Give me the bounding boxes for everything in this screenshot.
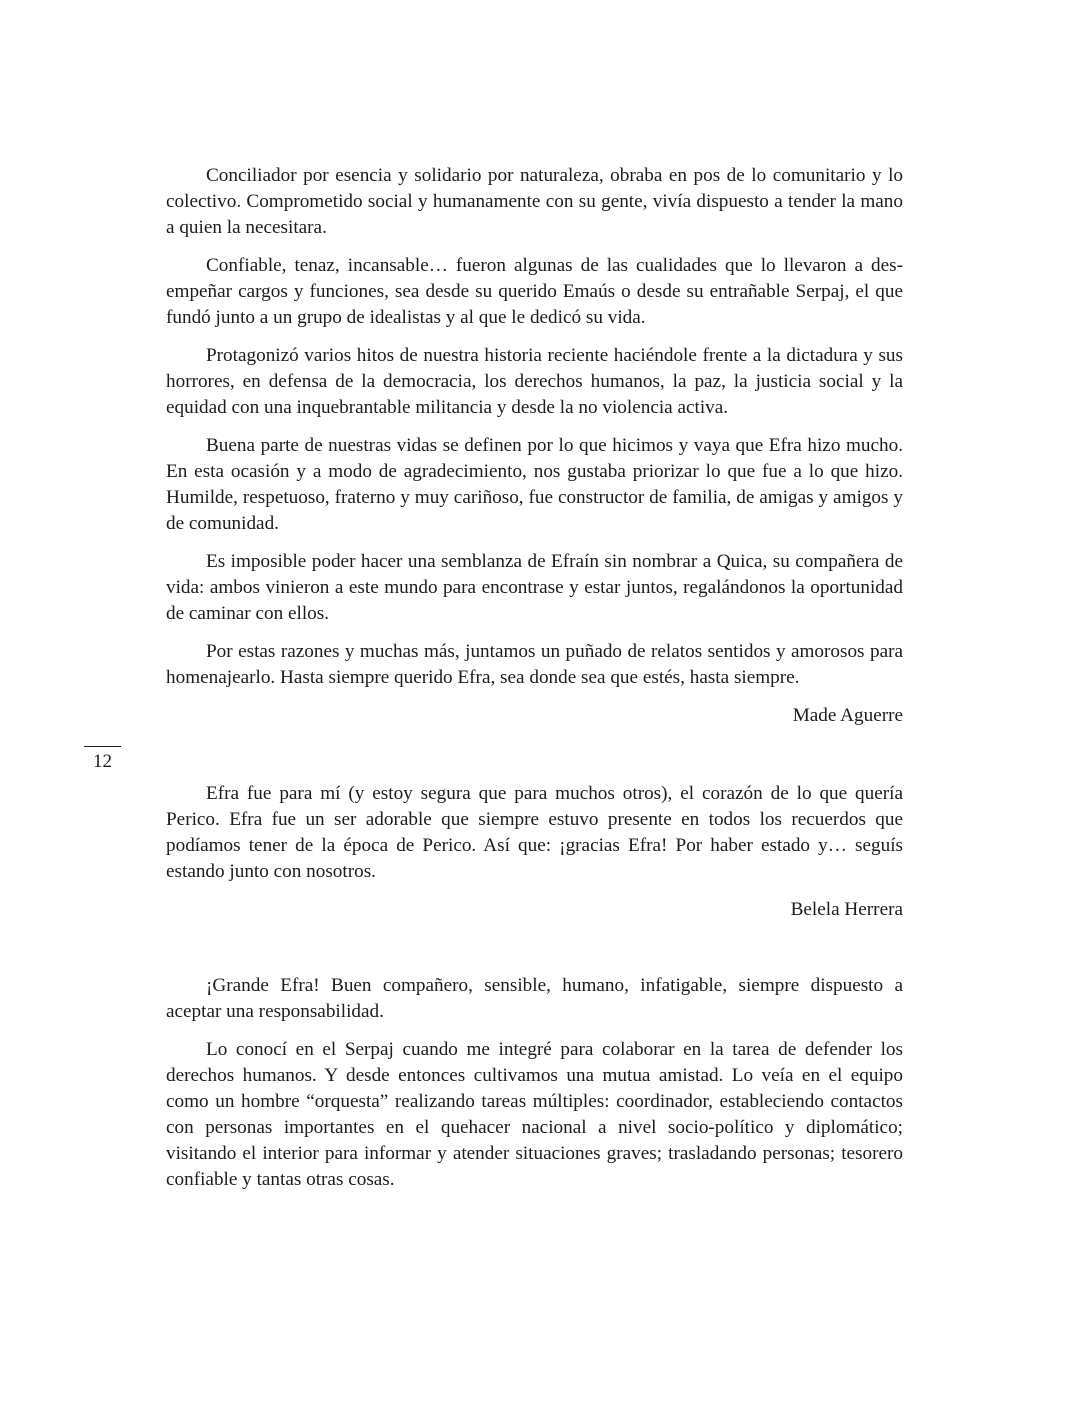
author-signature: Made Aguerre: [792, 705, 903, 726]
paragraph: Protagonizó varios hitos de nuestra historia reciente haciéndole frente a la dictadura y sus horrores, en defensa de la democracia, los derechos humanos, la paz, la justicia social y la equidad con una inquebrantable militancia y desde la no violencia activa.: [166, 345, 903, 418]
paragraph: Buena parte de nuestras vidas se definen por lo que hicimos y vaya que Efra hizo mucho. En esta ocasión y a modo de agradecimiento, nos gustaba priorizar lo que fue a lo que hizo. Humilde, respetuoso, fraterno y muy cariñoso, fue constructor de familia, de amigas y amigos y de comunidad.: [166, 435, 903, 534]
tribute-section-2: [166, 781, 903, 935]
paragraph: Efra fue para mí (y estoy segura que para muchos otros), el corazón de lo que quería Perico. Efra fue un ser adorable que siempre estuvo presente en todos los recuerdos que podíamos tener de la época de Perico. Así que: ¡gracias Efra! Por haber estado y… seguís estando junto con nosotros.: [166, 783, 903, 882]
paragraph: Lo conocí en el Serpaj cuando me integré para colaborar en la tarea de defender los derechos humanos. Y desde entonces cultivamos una mutua amistad. Lo veía en el equipo como un hombre “orquesta” realizando tareas múltiples: coordinador, estableciendo contactos con personas importantes en el quehacer nacional a nivel socio-político y diplomático; visitando el interior para informar y atender situaciones graves; trasladando personas; tesorero confiable y tantas otras cosas.: [166, 1039, 903, 1190]
paragraph: Confiable, tenaz, incansable… fueron algunas de las cualidades que lo llevaron a desempeñar cargos y funciones, sea desde su querido Emaús o desde su entrañable Serpaj, el que fundó junto a un grupo de idealistas y al que le dedicó su vida.: [166, 255, 903, 328]
page-number: 12: [84, 746, 121, 773]
paragraph: Conciliador por esencia y solidario por naturaleza, obraba en pos de lo comunitario y lo colectivo. Comprometido social y humanamente con su gente, vivía dispuesto a tender la mano a quien la necesitara.: [166, 165, 903, 238]
paragraph: Por estas razones y muchas más, juntamos un puñado de relatos sentidos y amorosos para homenajearlo. Hasta siempre querido Efra, sea donde sea que estés, hasta siempre.: [166, 641, 903, 688]
paragraph: Es imposible poder hacer una semblanza de Efraín sin nombrar a Quica, su compañera de vida: ambos vinieron a este mundo para encontrase y estar juntos, regalándonos la oportunidad de caminar con ellos.: [166, 551, 903, 624]
tribute-section-3: [166, 973, 903, 1205]
paragraph: ¡Grande Efra! Buen compañero, sensible, humano, infatigable, siempre dispuesto a aceptar una responsabilidad.: [166, 975, 903, 1022]
tribute-section-1: [166, 163, 903, 741]
author-signature: Belela Herrera: [790, 899, 903, 920]
